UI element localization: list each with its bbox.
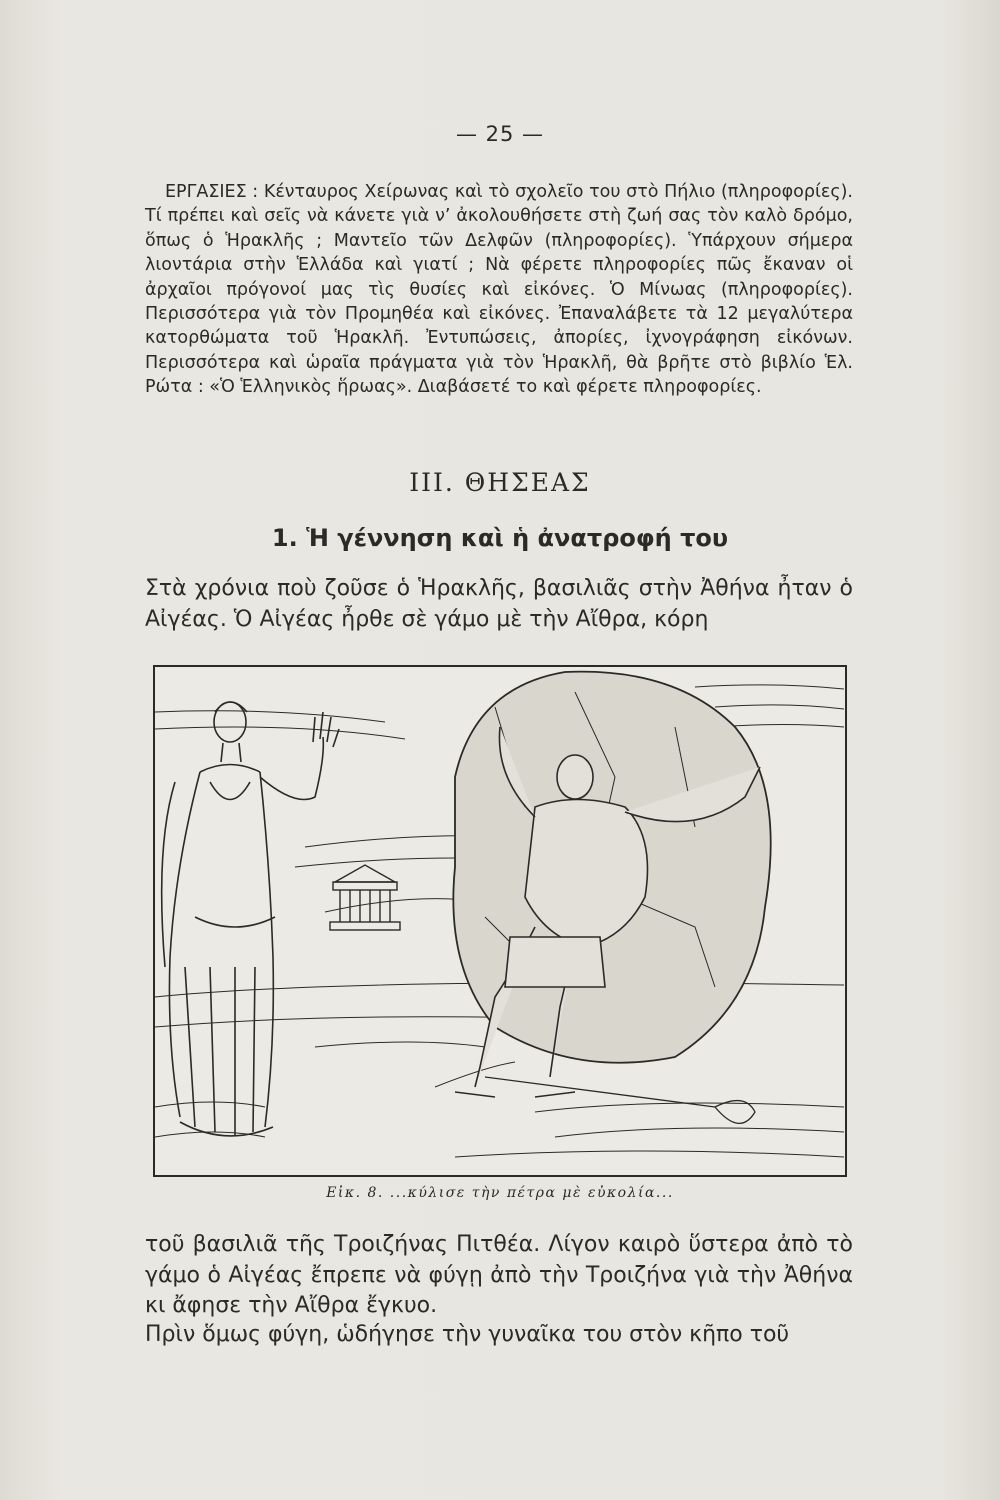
body-paragraph-3: Πρὶν ὅμως φύγη, ὡδήγησε τὴν γυναῖκα του στὸν κῆπο τοῦ: [145, 1322, 790, 1347]
section-heading: 1. Ἡ γέννηση καὶ ἡ ἀνατροφή του: [271, 524, 729, 552]
page-number: — 25 —: [455, 122, 545, 146]
aethra-figure-drawing: [162, 702, 339, 1136]
body-paragraph-1: Στὰ χρόνια ποὺ ζοῦσε ὁ Ἡρακλῆς, βασιλιᾶς στὴν Ἀθήνα ἦταν ὁ Αἰγέας. Ὁ Αἰγέας ἦρθε σὲ γάμο μὲ τὴν Αἴθρα, κόρη: [145, 576, 853, 632]
illustration-theseus-lifting-rock: [153, 665, 847, 1177]
exercises-paragraph: ΕΡΓΑΣΙΕΣ : Κένταυρος Χείρωνας καὶ τὸ σχολεῖο του στὸ Πήλιο (πληροφορίες). Τί πρέπει καὶ σεῖς νὰ κάνετε γιὰ ν’ ἀκολουθήσετε στὴ ζωή σας τὸν καλὸ δρόμο, ὅπως ὁ Ἡρακλῆς ; Μαντεῖο τῶν Δελφῶν (πληροφορίες). Ὑπάρχουν σήμερα λιοντάρια στὴν Ἑλλάδα καὶ γιατί ; Νὰ φέρετε πληροφορίες πῶς ἔκαναν οἱ ἀρχαῖοι πρόγονοί μας τὶς θυσίες καὶ εἰκόνες. Ὁ Μίνωας (πληροφορίες). Περισσότερα γιὰ τὸν Προμηθέα καὶ εἰκόνες. Ἐπαναλάβετε τὰ 12 μεγαλύτερα κατορθώματα τοῦ Ἡρακλῆ. Ἐντυπώσεις, ἀπορίες, ἰχνογράφηση εἰκόνων. Περισσότερα καὶ ὡραῖα πράγματα γιὰ τὸν Ἡρακλῆ, θὰ βρῆτε στὸ βιβλίο Ἑλ. Ρώτα : «Ὁ Ἑλληνικὸς ἥρωας». Διαβάσετέ το καὶ φέρετε πληροφορίες.: [145, 182, 853, 398]
chapter-title: III. ΘΗΣΕΑΣ: [409, 468, 591, 497]
figure-caption: Εἰκ. 8. ...κύλισε τὴν πέτρα μὲ εὐκολία...: [326, 1185, 674, 1201]
temple-drawing: [330, 865, 400, 930]
body-paragraph-2: τοῦ βασιλιᾶ τῆς Τροιζήνας Πιτθέα. Λίγον καιρὸ ὕστερα ἀπὸ τὸ γάμο ὁ Αἰγέας ἔπρεπε νὰ φύγῃ ἀπὸ τὴν Τροιζήνα γιὰ τὴν Ἀθήνα κι ἄφησε τὴν Αἴθρα ἔγκυο.: [145, 1232, 853, 1318]
